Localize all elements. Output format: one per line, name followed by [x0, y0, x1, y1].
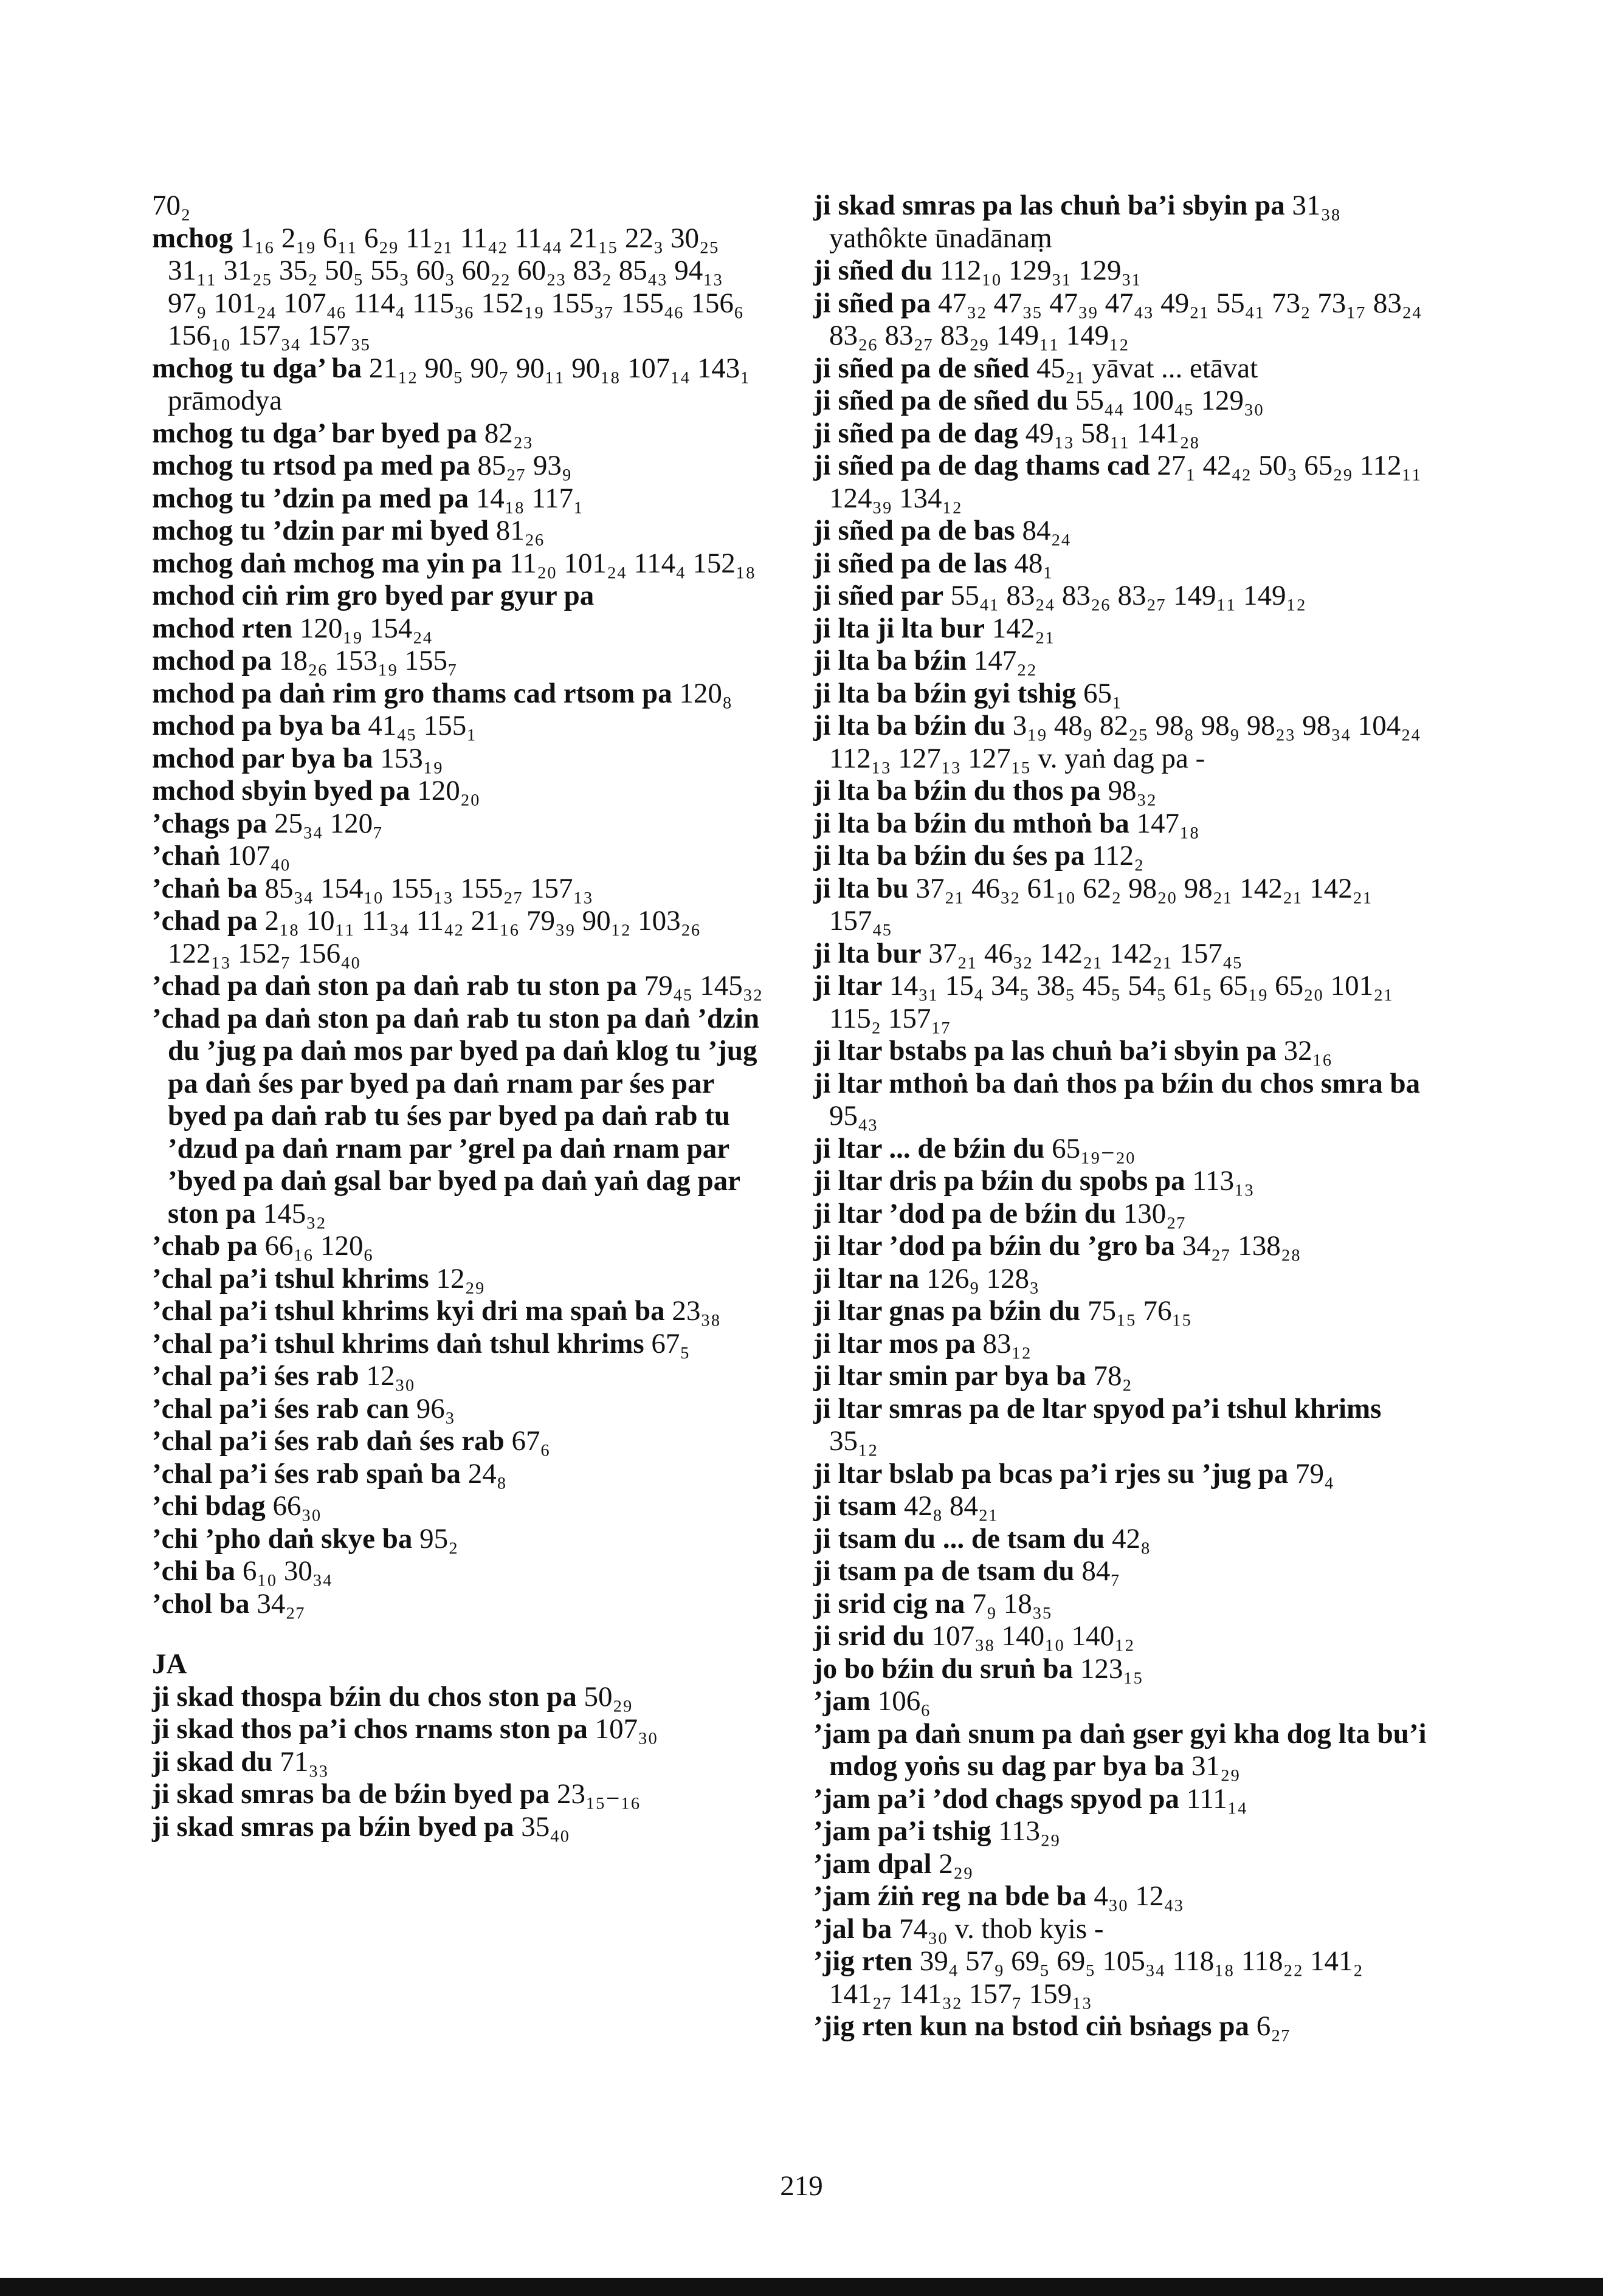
- entry-headword: ji lta ba bźin du: [813, 710, 1006, 741]
- entry-headword: mchod ciṅ rim gro byed par gyur pa: [152, 580, 595, 611]
- entry-headword: ji lta bu: [813, 872, 909, 904]
- entry-headword: ’chags pa: [152, 807, 267, 839]
- entry-refs: 39₄ 57₉ 69₅ 69₅ 105₃₄ 118₁₈ 118₂₂ 141₂ 141₂₇ 141₃₂ 157₇ 159₁₃: [829, 1945, 1363, 2010]
- entry-refs: 107₃₈ 140₁₀ 140₁₂: [931, 1620, 1134, 1652]
- entry-refs: 107₃₀: [595, 1713, 658, 1745]
- entry-headword: ji ltar smin par bya ba: [813, 1360, 1086, 1392]
- index-entry: [813, 1035, 1427, 1068]
- entry-headword: ’jam pa’i tshig: [813, 1815, 991, 1847]
- entry-headword: ’chaṅ ba: [152, 872, 258, 904]
- entry-headword: ji lta ba bźin du mthoṅ ba: [813, 807, 1129, 839]
- index-entry: [152, 222, 766, 352]
- index-entry: [152, 515, 766, 548]
- entry-headword: ’chal pa’i tshul khrims daṅ tshul khrims: [152, 1327, 644, 1359]
- entry-refs: 18₂₆ 153₁₉ 155₇: [278, 645, 458, 676]
- entry-refs: 145₃₂: [263, 1197, 326, 1229]
- index-entry: [813, 255, 1427, 287]
- index-entry: [813, 1328, 1427, 1361]
- entry-refs: 96₃: [416, 1392, 455, 1425]
- index-entry: [152, 905, 766, 970]
- entry-headword: ji lta ba bźin du śes pa: [813, 840, 1085, 871]
- entry-refs: 71₃₃: [280, 1745, 329, 1778]
- index-entry: [813, 1133, 1427, 1166]
- entry-refs: 83₁₂: [982, 1327, 1032, 1359]
- index-entry: [152, 710, 766, 743]
- index-entry: [813, 678, 1427, 710]
- entry-headword: ji ltar ... de bźin du: [813, 1132, 1045, 1164]
- entry-headword: ji sñed pa de sñed: [813, 352, 1030, 384]
- entry-refs: 34₂₇ 138₂₈: [1182, 1230, 1301, 1262]
- index-entry: [813, 1620, 1427, 1653]
- entry-refs: 42₈ 84₂₁: [903, 1490, 998, 1522]
- entry-refs: 120₈: [679, 677, 733, 709]
- entry-refs: 112₁₀ 129₃₁ 129₃₁: [939, 255, 1142, 286]
- index-entry: [152, 775, 766, 808]
- index-entry: [152, 743, 766, 775]
- entry-headword: mchog tu ’dzin pa med pa: [152, 482, 469, 514]
- entry-headword: ji tsam pa de tsam du: [813, 1555, 1075, 1587]
- entry-headword: ’chal pa’i tshul khrims kyi dri ma spaṅ ba: [152, 1295, 665, 1327]
- entry-headword: ’chab pa: [152, 1230, 258, 1262]
- index-entry: [813, 450, 1427, 515]
- index-entry: [813, 1165, 1427, 1198]
- entry-refs: 66₁₆ 120₆: [264, 1230, 373, 1262]
- entry-refs: 14₁₈ 117₁: [475, 482, 584, 514]
- entry-headword: ji skad smras pa las chuṅ ba’i sbyin pa: [813, 190, 1285, 221]
- entry-headword: mchod rten: [152, 612, 293, 644]
- entry-refs: 84₂₄: [1022, 515, 1071, 546]
- index-entry: [152, 1425, 766, 1458]
- entry-headword: ji lta ba bźin gyi tshig: [813, 677, 1077, 709]
- entry-headword: jo bo bźin du sruṅ ba: [813, 1652, 1074, 1685]
- entry-headword: ’jig rten kun na bstod ciṅ bsṅags pa: [813, 2010, 1249, 2042]
- entry-refs: 79₄: [1295, 1457, 1334, 1490]
- entry-refs: 120₂₀: [417, 775, 480, 806]
- entry-headword: mchog tu dga’ ba: [152, 352, 362, 384]
- entry-refs: 34₂₇: [257, 1587, 306, 1620]
- entry-headword: ji ltar ’dod pa bźin du ’gro ba: [813, 1230, 1176, 1262]
- entry-headword: ji srid cig na: [813, 1587, 965, 1620]
- index-entry: [813, 1230, 1427, 1263]
- entry-refs: 2₂₉: [939, 1847, 973, 1880]
- entry-refs: 120₁₉ 154₂₄: [299, 612, 433, 644]
- index-entry: [813, 1913, 1427, 1946]
- entry-refs: 55₄₁ 83₂₄ 83₂₆ 83₂₇ 149₁₁ 149₁₂: [950, 580, 1306, 611]
- entry-refs: 6₁₀ 30₃₄: [242, 1555, 333, 1587]
- entry-headword: ji sñed pa de bas: [813, 515, 1015, 546]
- entry-refs: 67₅: [651, 1327, 690, 1359]
- entry-headword: ’chol ba: [152, 1587, 250, 1620]
- index-entry: [152, 873, 766, 906]
- entry-headword: mchod pa: [152, 645, 272, 676]
- entry-refs: 65₁: [1083, 677, 1122, 709]
- entry-refs: 1₁₆ 2₁₉ 6₁₁ 6₂₉ 11₂₁ 11₄₂ 11₄₄ 21₁₅ 22₃ 30₂₅ 31₁₁ 31₂₅ 35₂ 50₅ 55₃ 60₃ 60₂₂ 60₂₃ 83₂ 85₄₃ 94₁₃ 97₉ 101₂₄ 107₄₆ 114₄ 115₃₆ 152₁₉ 155₃₇ 155₄₆ 156₆ 156₁₀ 157₃₄ 157₃₅: [168, 222, 744, 351]
- entry-headword: ’chal pa’i tshul khrims: [152, 1262, 429, 1294]
- entry-headword: ’jal ba: [813, 1913, 892, 1945]
- entry-refs: 50₂₉: [584, 1680, 633, 1713]
- index-entry: [813, 1198, 1427, 1231]
- index-entry: [152, 483, 766, 515]
- entry-refs: 107₄₀: [227, 840, 291, 871]
- entry-headword: ji ltar na: [813, 1262, 920, 1294]
- entry-headword: ji lta ba bźin du thos pa: [813, 775, 1101, 806]
- index-entry: [152, 1393, 766, 1426]
- entry-refs: 74₃₀ v. thob kyis -: [899, 1913, 1104, 1945]
- entry-refs: 49₁₃ 58₁₁ 141₂₈: [1025, 417, 1199, 449]
- entry-headword: ’chal pa’i śes rab: [152, 1360, 359, 1392]
- entry-refs: 35₄₀: [521, 1810, 570, 1843]
- entry-headword: ’chaṅ: [152, 840, 221, 871]
- entry-headword: ji skad thospa bźin du chos ston pa: [152, 1680, 577, 1713]
- index-entry: [152, 548, 766, 580]
- index-entry: [813, 1458, 1427, 1491]
- index-entry: [152, 1230, 766, 1263]
- index-entry: [813, 1360, 1427, 1393]
- entry-refs: 23₁₅₋₁₆: [557, 1778, 641, 1810]
- entry-headword: ji sñed par: [813, 580, 944, 611]
- entry-refs: 153₁₉: [380, 742, 443, 774]
- entry-refs: 79₄₅ 145₃₂: [644, 970, 763, 1002]
- section-heading: JA: [152, 1648, 187, 1680]
- entry-headword: ji ltar bstabs pa las chuṅ ba’i sbyin pa: [813, 1035, 1277, 1067]
- index-entry: [813, 1718, 1427, 1783]
- entry-headword: ’chal pa’i śes rab spaṅ ba: [152, 1457, 461, 1490]
- entry-refs: 37₂₁ 46₃₂ 142₂₁ 142₂₁ 157₄₅: [928, 937, 1243, 969]
- entry-refs: 41₄₅ 155₁: [368, 710, 477, 741]
- entry-headword: ji sñed pa: [813, 287, 931, 319]
- left-entries: [152, 190, 766, 1620]
- left-entries-after: [152, 1681, 766, 1844]
- entry-headword: ji lta ji lta bur: [813, 612, 985, 644]
- entry-refs: 31₃₈ yathôkte ūnadānaṃ: [829, 190, 1341, 254]
- entry-headword: ji ltar ’dod pa de bźin du: [813, 1197, 1116, 1229]
- index-entry: [152, 1555, 766, 1588]
- index-entry: [813, 970, 1427, 1035]
- entry-headword: ji ltar mos pa: [813, 1327, 976, 1359]
- entry-headword: mchod pa daṅ rim gro thams cad rtsom pa: [152, 677, 672, 709]
- index-entry: [813, 548, 1427, 580]
- entry-refs: 106₆: [877, 1685, 931, 1717]
- index-entry: [152, 613, 766, 645]
- entry-headword: ’jam: [813, 1685, 870, 1717]
- entry-headword: ’chal pa’i śes rab daṅ śes rab: [152, 1425, 505, 1457]
- entry-headword: ’chal pa’i śes rab can: [152, 1392, 409, 1425]
- scan-edge-bar: [0, 2278, 1603, 2296]
- index-entry: [152, 840, 766, 873]
- entry-refs: 37₂₁ 46₃₂ 61₁₀ 62₂ 98₂₀ 98₂₁ 142₂₁ 142₂₁ 157₄₅: [829, 872, 1373, 937]
- entry-headword: ’jam źiṅ reg na bde ba: [813, 1880, 1087, 1912]
- entry-headword: ’chi bdag: [152, 1490, 266, 1522]
- entry-refs: 95₄₃: [829, 1100, 878, 1132]
- entry-headword: ji sñed pa de dag: [813, 417, 1018, 449]
- index-entry: [813, 1263, 1427, 1296]
- index-entry: [813, 1523, 1427, 1556]
- index-entry: [813, 2010, 1427, 2043]
- index-entry: [813, 385, 1427, 418]
- index-entry: [813, 1068, 1427, 1133]
- entry-headword: ’chi ba: [152, 1555, 236, 1587]
- entry-refs: 113₂₉: [998, 1815, 1060, 1847]
- entry-headword: ji ltar: [813, 970, 883, 1002]
- entry-refs: 123₁₅: [1080, 1652, 1143, 1685]
- index-entry: [813, 808, 1427, 840]
- entry-headword: ji ltar bslab pa bcas pa’i rjes su ’jug pa: [813, 1457, 1289, 1490]
- entry-refs: 4₃₀ 12₄₃: [1094, 1880, 1184, 1912]
- entry-headword: mchog: [152, 222, 233, 254]
- index-entry: [152, 1003, 766, 1231]
- index-entry: [813, 1588, 1427, 1621]
- index-entry: [813, 287, 1427, 352]
- index-entry: [813, 1783, 1427, 1816]
- entry-headword: ’chad pa: [152, 905, 258, 937]
- entry-headword: mchog daṅ mchog ma yin pa: [152, 547, 502, 579]
- index-entry: [813, 1393, 1427, 1458]
- index-column-left: [152, 190, 766, 1843]
- entry-refs: 7₉ 18₃₅: [972, 1587, 1052, 1620]
- entry-refs: 98₃₂: [1108, 775, 1157, 806]
- entry-headword: ji sñed pa de sñed du: [813, 385, 1069, 416]
- entry-headword: ji lta ba bźin: [813, 645, 967, 676]
- entry-refs: 31₂₉: [1191, 1750, 1240, 1782]
- entry-refs: 130₂₇: [1123, 1197, 1187, 1229]
- entry-refs: 65₁₉₋₂₀: [1052, 1132, 1136, 1164]
- entry-headword: ji ltar mthoṅ ba daṅ thos pa bźin du chos smra ba: [813, 1067, 1421, 1099]
- entry-refs: 113₁₃: [1192, 1165, 1254, 1197]
- entry-headword: mchod pa bya ba: [152, 710, 361, 741]
- entry-refs: 23₃₈: [672, 1295, 721, 1327]
- entry-headword: ji skad du: [152, 1745, 273, 1778]
- entry-headword: mchod sbyin byed pa: [152, 775, 410, 806]
- index-entry: [813, 580, 1427, 613]
- index-entry: [152, 1746, 766, 1779]
- index-entry: [813, 645, 1427, 678]
- entry-headword: ’chad pa daṅ ston pa daṅ rab tu ston pa daṅ ’dzin du ’jug pa daṅ mos par byed pa daṅ klog tu ’jug pa daṅ śes par byed pa daṅ rnam par śes par byed pa daṅ rab tu śes par byed pa daṅ rab tu ’dzud pa daṅ rnam par ’grel pa daṅ rnam par ’byed pa daṅ gsal bar byed pa daṅ yaṅ dag par ston pa: [152, 1002, 760, 1229]
- index-entry: [813, 1815, 1427, 1848]
- entry-headword: ji ltar dris pa bźin du spobs pa: [813, 1165, 1185, 1197]
- index-entry: [813, 352, 1427, 385]
- index-entry: [813, 613, 1427, 645]
- index-entry: [152, 1360, 766, 1393]
- index-entry: [152, 1811, 766, 1844]
- page-number: 219: [780, 2170, 823, 2202]
- entry-headword: ’jam pa’i ’dod chags spyod pa: [813, 1782, 1179, 1815]
- entry-refs: 25₃₄ 120₇: [274, 807, 383, 839]
- entry-headword: ji sñed pa de dag thams cad: [813, 450, 1150, 481]
- index-entry: [152, 1458, 766, 1491]
- entry-refs: 75₁₅ 76₁₅: [1087, 1295, 1192, 1327]
- index-entry: [813, 1880, 1427, 1913]
- entry-refs: 21₁₂ 90₅ 90₇ 90₁₁ 90₁₈ 107₁₄ 143₁ prāmodya: [168, 352, 750, 416]
- index-entry: [152, 645, 766, 678]
- entry-refs: 112₂: [1092, 840, 1144, 871]
- entry-refs: 95₂: [419, 1522, 458, 1555]
- index-entry: [813, 1945, 1427, 2010]
- index-entry: [152, 190, 766, 222]
- entry-headword: ’chi ’pho daṅ skye ba: [152, 1522, 413, 1555]
- index-entry: [813, 775, 1427, 808]
- index-entry: [152, 970, 766, 1003]
- entry-headword: ’chad pa daṅ ston pa daṅ rab tu ston pa: [152, 970, 637, 1002]
- index-entry: [152, 1295, 766, 1328]
- entry-headword: ji sñed du: [813, 255, 932, 286]
- entry-refs: 78₂: [1093, 1360, 1132, 1392]
- index-entry: [152, 1328, 766, 1361]
- index-entry: [813, 710, 1427, 775]
- entry-headword: ji lta bur: [813, 937, 922, 969]
- index-entry: [813, 1295, 1427, 1328]
- index-entry: [813, 190, 1427, 255]
- entry-refs: 48₁: [1014, 547, 1053, 579]
- index-entry: [813, 418, 1427, 450]
- entry-refs: 27₁ 42₄₂ 50₃ 65₂₉ 112₁₁ 124₃₉ 134₁₂: [829, 450, 1422, 514]
- entry-refs: 67₆: [511, 1425, 550, 1457]
- index-entry: [152, 580, 766, 613]
- index-column-right: [813, 190, 1427, 2043]
- index-entry: [152, 678, 766, 710]
- entry-refs: 81₂₆: [495, 515, 545, 546]
- entry-refs: 70₂: [152, 190, 191, 221]
- entry-refs: 147₁₈: [1136, 807, 1199, 839]
- section-gap: [152, 1620, 766, 1648]
- entry-refs: 47₃₂ 47₃₅ 47₃₉ 47₄₃ 49₂₁ 55₄₁ 73₂ 73₁₇ 83₂₄ 83₂₆ 83₂₇ 83₂₉ 149₁₁ 149₁₂: [829, 287, 1422, 351]
- entry-headword: ji ltar gnas pa bźin du: [813, 1295, 1081, 1327]
- entry-refs: 35₁₂: [829, 1425, 878, 1457]
- entry-headword: ji tsam du ... de tsam du: [813, 1522, 1105, 1555]
- index-entry: [152, 418, 766, 450]
- entry-refs: 42₈: [1111, 1522, 1151, 1555]
- entry-refs: 84₇: [1081, 1555, 1120, 1587]
- index-entry: [813, 515, 1427, 548]
- entry-refs: 82₂₃: [484, 417, 533, 449]
- entry-refs: 66₃₀: [272, 1490, 322, 1522]
- entry-refs: 126₉ 128₃: [926, 1262, 1039, 1294]
- entry-headword: ji ltar smras pa de ltar spyod pa’i tshul khrims: [813, 1392, 1382, 1425]
- index-entry: [152, 1523, 766, 1556]
- index-entry: [152, 450, 766, 483]
- entry-refs: 11₂₀ 101₂₄ 114₄ 152₁₈: [509, 547, 756, 579]
- entry-refs: 14₃₁ 15₄ 34₅ 38₅ 45₅ 54₅ 61₅ 65₁₉ 65₂₀ 101₂₁ 115₂ 157₁₇: [829, 970, 1393, 1034]
- index-entry: [152, 808, 766, 840]
- index-entry: [813, 1555, 1427, 1588]
- entry-refs: 3₁₉ 48₉ 82₂₅ 98₈ 98₉ 98₂₃ 98₃₄ 104₂₄ 112₁₃ 127₁₃ 127₁₅ v. yaṅ dag pa -: [829, 710, 1421, 774]
- index-entry: [152, 1681, 766, 1714]
- entry-refs: 85₂₇ 93₉: [477, 450, 572, 481]
- entry-headword: ’jam dpal: [813, 1847, 932, 1880]
- entry-headword: ji skad smras pa bźin byed pa: [152, 1810, 514, 1843]
- entry-refs: 85₃₄ 154₁₀ 155₁₃ 155₂₇ 157₁₃: [264, 872, 593, 904]
- index-entry: [152, 1263, 766, 1296]
- entry-headword: mchod par bya ba: [152, 742, 373, 774]
- entry-headword: ’jam pa daṅ snum pa daṅ gser gyi kha dog lta bu’i mdog yoṅs su dag par bya ba: [813, 1717, 1427, 1782]
- entry-headword: mchog tu ’dzin par mi byed: [152, 515, 489, 546]
- entry-headword: ji sñed pa de las: [813, 547, 1007, 579]
- entry-headword: ji tsam: [813, 1490, 897, 1522]
- entry-headword: ji skad thos pa’i chos rnams ston pa: [152, 1713, 588, 1745]
- entry-headword: ’jig rten: [813, 1945, 913, 1977]
- index-entry: [813, 840, 1427, 873]
- index-entry: [813, 1685, 1427, 1718]
- entry-refs: 55₄₄ 100₄₅ 129₃₀: [1075, 385, 1264, 416]
- entry-headword: ji srid du: [813, 1620, 925, 1652]
- entry-headword: mchog tu rtsod pa med pa: [152, 450, 471, 481]
- index-entry: [152, 352, 766, 418]
- index-entry: [813, 873, 1427, 938]
- entry-refs: 147₂₂: [973, 645, 1037, 676]
- index-entry: [813, 938, 1427, 971]
- entry-refs: 12₃₀: [366, 1360, 415, 1392]
- entry-headword: mchog tu dga’ bar byed pa: [152, 417, 477, 449]
- entry-headword: ji skad smras ba de bźin byed pa: [152, 1778, 550, 1810]
- entry-refs: 24₈: [467, 1457, 507, 1490]
- index-entry: [813, 1490, 1427, 1523]
- entry-refs: 2₁₈ 10₁₁ 11₃₄ 11₄₂ 21₁₆ 79₃₉ 90₁₂ 103₂₆ 122₁₃ 152₇ 156₄₀: [168, 905, 701, 969]
- index-entry: [152, 1588, 766, 1621]
- entry-refs: 32₁₆: [1283, 1035, 1332, 1067]
- entry-refs: 142₂₁: [991, 612, 1055, 644]
- index-entry: [152, 1490, 766, 1523]
- entry-refs: 12₂₉: [436, 1262, 485, 1294]
- entry-refs: 111₁₄: [1186, 1782, 1247, 1815]
- index-entry: [152, 1778, 766, 1811]
- index-entry: [152, 1713, 766, 1746]
- index-entry: [813, 1653, 1427, 1686]
- entry-refs: 45₂₁ yāvat ... etāvat: [1036, 352, 1258, 384]
- index-entry: [813, 1848, 1427, 1881]
- entry-refs: 6₂₇: [1256, 2010, 1291, 2042]
